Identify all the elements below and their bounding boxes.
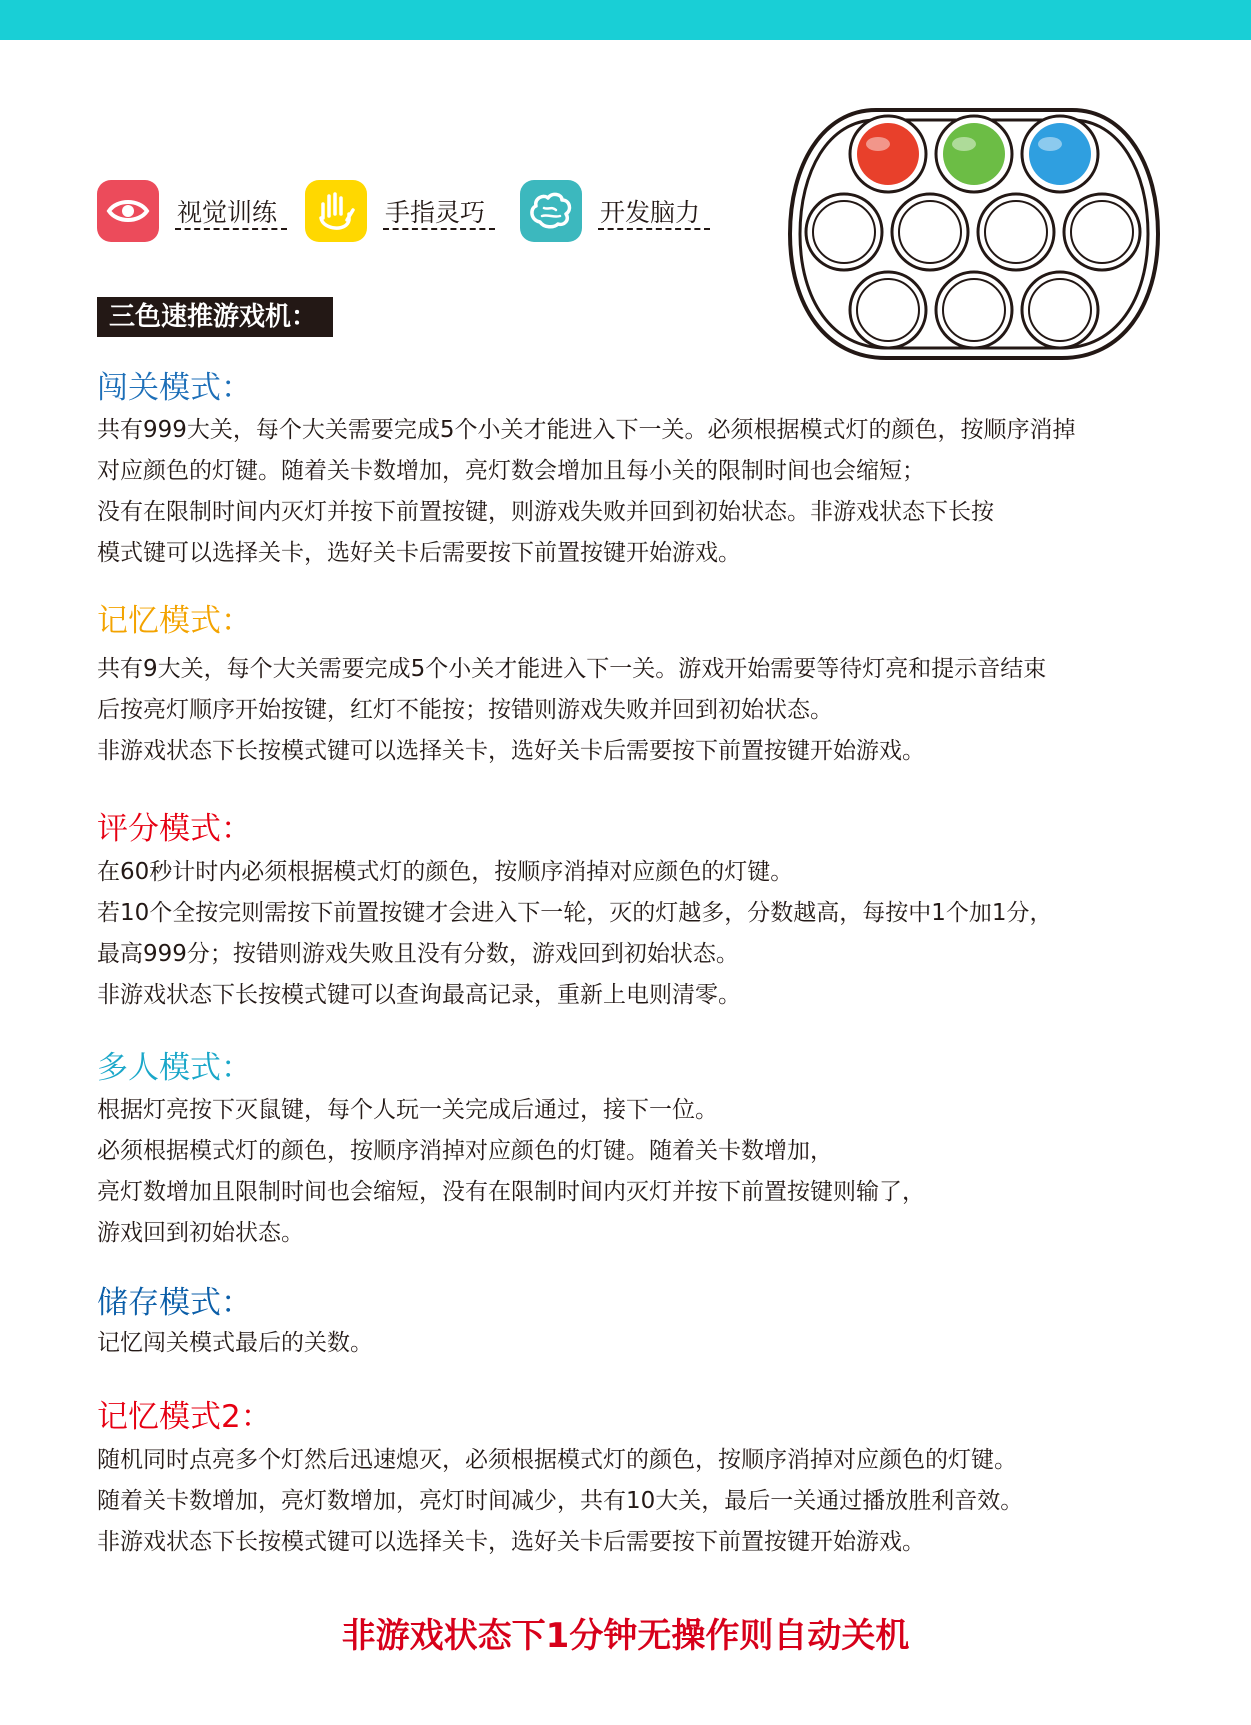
hand-icon (305, 180, 367, 242)
dashed-underline (383, 228, 495, 230)
paragraph-line: 非游戏状态下长按模式键可以查询最高记录，重新上电则清零。 (97, 982, 741, 1008)
blue-light (1029, 123, 1091, 185)
product-title-badge: 三色速推游戏机： (97, 297, 333, 337)
feature-label: 手指灵巧 (385, 198, 486, 227)
top-accent-bar (0, 0, 1251, 40)
section-title-memory-mode: 记忆模式： (97, 603, 252, 639)
eye-icon (97, 180, 159, 242)
section-title-multiplayer-mode: 多人模式： (97, 1050, 252, 1086)
paragraph-line: 没有在限制时间内灭灯并按下前置按键，则游戏失败并回到初始状态。非游戏状态下长按 (97, 499, 994, 525)
paragraph-line: 共有999大关，每个大关需要完成5个小关才能进入下一关。必须根据模式灯的颜色，按顺序消掉 (97, 417, 1076, 443)
paragraph-line: 后按亮灯顺序开始按键，红灯不能按；按错则游戏失败并回到初始状态。 (97, 697, 833, 723)
auto-shutdown-notice: 非游戏状态下1分钟无操作则自动关机 (341, 1616, 910, 1656)
section-title-save-mode: 储存模式： (97, 1285, 252, 1321)
section-body-memory-mode-2 (97, 1440, 1023, 1563)
dashed-underline (175, 228, 287, 230)
brain-icon (520, 180, 582, 242)
section-title-challenge-mode: 闯关模式： (97, 370, 252, 406)
paragraph-line: 记忆闯关模式最后的关数。 (97, 1330, 373, 1356)
paragraph-line: 随着关卡数增加，亮灯数增加，亮灯时间减少，共有10大关，最后一关通过播放胜利音效。 (97, 1488, 1024, 1514)
section-body-challenge-mode (97, 410, 1076, 574)
paragraph-line: 对应颜色的灯键。随着关卡数增加，亮灯数会增加且每小关的限制时间也会缩短； (97, 458, 925, 484)
dashed-underline (598, 228, 710, 230)
section-body-score-mode (97, 852, 1053, 1016)
green-light (943, 123, 1005, 185)
paragraph-line: 必须根据模式灯的颜色，按顺序消掉对应颜色的灯键。随着关卡数增加， (97, 1138, 833, 1164)
section-body-multiplayer-mode (97, 1090, 925, 1254)
paragraph-line: 若10个全按完则需按下前置按键才会进入下一轮，灭的灯越多，分数越高，每按中1个加1分， (97, 900, 1053, 926)
paragraph-line: 非游戏状态下长按模式键可以选择关卡，选好关卡后需要按下前置按键开始游戏。 (97, 738, 925, 764)
feature-label: 视觉训练 (177, 198, 278, 227)
red-light (857, 123, 919, 185)
paragraph-line: 最高999分；按错则游戏失败且没有分数，游戏回到初始状态。 (97, 941, 739, 967)
section-body-save-mode (97, 1323, 373, 1364)
paragraph-line: 共有9大关，每个大关需要完成5个小关才能进入下一关。游戏开始需要等待灯亮和提示音结束 (97, 656, 1047, 682)
paragraph-line: 在60秒计时内必须根据模式灯的颜色，按顺序消掉对应颜色的灯键。 (97, 859, 794, 885)
section-body-memory-mode (97, 649, 1046, 772)
paragraph-line: 模式键可以选择关卡，选好关卡后需要按下前置按键开始游戏。 (97, 540, 741, 566)
paragraph-line: 游戏回到初始状态。 (97, 1220, 304, 1246)
paragraph-line: 亮灯数增加且限制时间也会缩短，没有在限制时间内灭灯并按下前置按键则输了， (97, 1179, 925, 1205)
section-title-score-mode: 评分模式： (97, 811, 252, 847)
paragraph-line: 根据灯亮按下灭鼠键，每个人玩一关完成后通过，接下一位。 (97, 1097, 718, 1123)
paragraph-line: 随机同时点亮多个灯然后迅速熄灭，必须根据模式灯的颜色，按顺序消掉对应颜色的灯键。 (97, 1447, 1017, 1473)
feature-label: 开发脑力 (600, 198, 701, 227)
section-title-memory-mode-2: 记忆模式2： (97, 1399, 272, 1435)
game-device-diagram (786, 106, 1162, 362)
paragraph-line: 非游戏状态下长按模式键可以选择关卡，选好关卡后需要按下前置按键开始游戏。 (97, 1529, 925, 1555)
